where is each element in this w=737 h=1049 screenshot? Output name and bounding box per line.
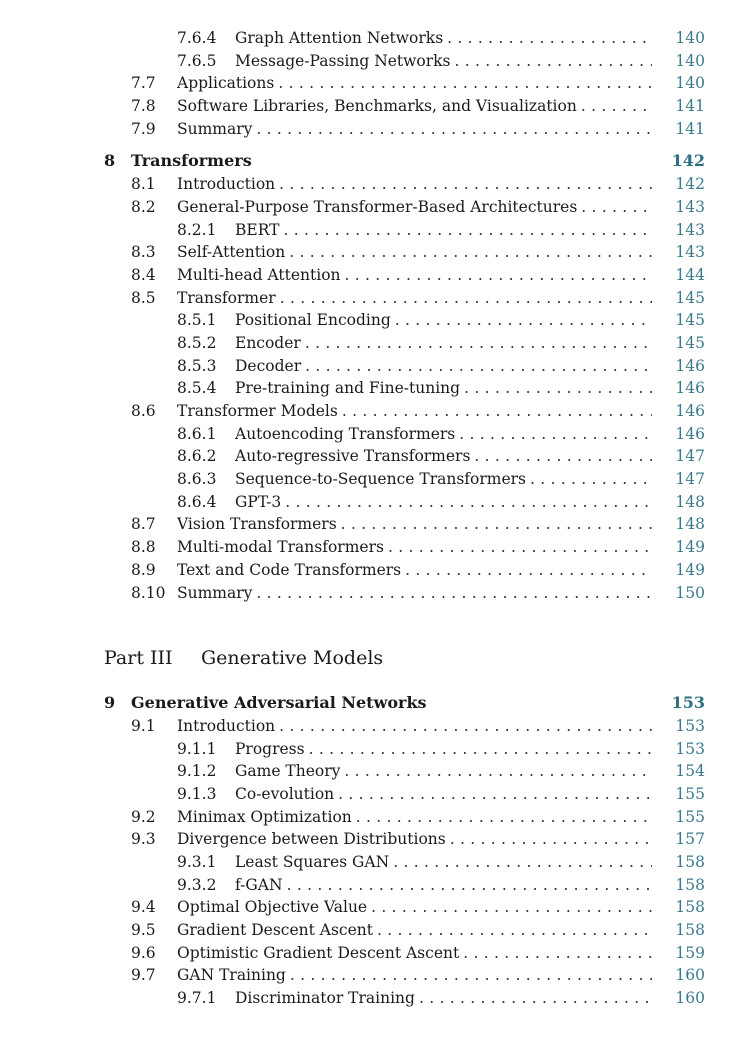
toc-entry[interactable]	[0, 423, 737, 446]
entry-title: Least Squares GAN	[235, 853, 390, 871]
entry-page-link[interactable]: 144	[675, 265, 705, 284]
entry-title: GAN Training	[177, 966, 286, 985]
entry-title-with-leader	[235, 219, 652, 242]
chapter-heading-8[interactable]	[0, 150, 737, 173]
entry-title-with-leader	[177, 196, 652, 219]
entry-number: 8.1	[131, 175, 156, 194]
entry-page-link[interactable]: 148	[675, 515, 705, 534]
dot-leader	[309, 738, 652, 761]
table-of-contents	[0, 27, 737, 1010]
entry-number: 9.4	[131, 898, 156, 917]
entry-number: 8.6.4	[177, 492, 217, 511]
entry-number: 7.6.5	[177, 51, 217, 70]
entry-title: Co-evolution	[235, 784, 335, 803]
entry-number: 8.6.3	[177, 470, 217, 489]
entry-number: 8.10	[131, 583, 166, 602]
entry-title: Sequence-to-Sequence Transformers	[235, 470, 527, 489]
toc-entry[interactable]	[0, 400, 737, 423]
entry-page-link[interactable]: 142	[675, 175, 705, 194]
entry-title: Optimal Objective Value	[177, 898, 368, 917]
entry-page-link[interactable]: 140	[675, 74, 705, 93]
entry-page-link[interactable]: 153	[675, 739, 705, 758]
toc-entry[interactable]	[0, 264, 737, 287]
entry-title: Transformer	[177, 288, 276, 307]
entry-page-link[interactable]: 154	[675, 762, 705, 781]
entry-number: 8.6.2	[177, 447, 217, 466]
toc-entry[interactable]	[0, 582, 737, 605]
dot-leader	[256, 118, 652, 141]
entry-title: Game Theory	[235, 762, 341, 781]
toc-entry[interactable]	[0, 287, 737, 310]
entry-page-link[interactable]: 145	[675, 311, 705, 330]
entry-page-link[interactable]: 158	[675, 898, 705, 917]
entry-page-link[interactable]: 146	[675, 356, 705, 375]
chapter-heading-9[interactable]	[0, 692, 737, 715]
entry-number: 8.3	[131, 243, 156, 262]
entry-title-with-leader	[235, 50, 652, 73]
dot-leader	[341, 513, 652, 536]
dot-leader	[455, 50, 652, 73]
toc-entry[interactable]	[0, 513, 737, 536]
toc-entry[interactable]	[0, 942, 737, 965]
entry-number: 9.1	[131, 716, 156, 735]
dot-leader	[345, 264, 652, 287]
toc-entry[interactable]	[0, 241, 737, 264]
toc-entry[interactable]	[0, 828, 737, 851]
entry-page-link[interactable]: 143	[675, 197, 705, 216]
toc-block-chapter8	[0, 173, 737, 604]
dot-leader	[278, 72, 652, 95]
entry-number: 8.6	[131, 402, 156, 420]
entry-title: Multi-head Attention	[177, 265, 341, 284]
entry-title-with-leader	[235, 355, 652, 378]
toc-entry[interactable]	[0, 874, 737, 897]
entry-title: Text and Code Transformers	[177, 560, 402, 579]
dot-leader	[279, 173, 652, 196]
entry-number: 9.7	[131, 966, 156, 985]
entry-title: Gradient Descent Ascent	[177, 921, 373, 940]
entry-title: Optimistic Gradient Descent Ascent	[177, 943, 460, 962]
entry-number: 8.2.1	[177, 220, 217, 239]
dot-leader	[280, 287, 652, 310]
entry-title: Multi-modal Transformers	[177, 538, 384, 557]
toc-entry[interactable]	[0, 491, 737, 514]
entry-title-with-leader	[235, 738, 652, 761]
entry-page-link[interactable]: 145	[675, 288, 705, 307]
entry-number: 8.5.1	[177, 311, 217, 330]
dot-leader	[393, 851, 652, 874]
entry-page-link[interactable]: 149	[675, 560, 705, 579]
chapter-title: Transformers	[131, 151, 252, 171]
entry-title-with-leader	[235, 468, 652, 491]
entry-title: Pre-training and Fine-tuning	[235, 379, 461, 398]
entry-title-with-leader	[177, 919, 652, 942]
entry-title: Message-Passing Networks	[235, 51, 451, 70]
entry-title-with-leader	[235, 309, 652, 332]
entry-number: 8.4	[131, 265, 156, 284]
entry-title-with-leader	[177, 264, 652, 287]
entry-title-with-leader	[235, 851, 652, 874]
dot-leader	[459, 423, 652, 446]
toc-entry[interactable]	[0, 715, 737, 738]
part-title: Generative Models	[201, 647, 384, 670]
dot-leader	[289, 241, 652, 264]
dot-leader	[305, 355, 652, 378]
entry-title-with-leader	[235, 423, 652, 446]
entry-page-link[interactable]: 158	[675, 921, 705, 940]
entry-number: 7.6.4	[177, 29, 217, 47]
chapter-number: 8	[104, 151, 116, 171]
entry-page-link[interactable]: 141	[675, 97, 705, 116]
entry-number: 9.1.1	[177, 739, 217, 758]
entry-page-link[interactable]: 140	[675, 51, 705, 70]
toc-entry[interactable]	[0, 468, 737, 491]
entry-number: 9.3.1	[177, 853, 217, 871]
dot-leader	[283, 219, 652, 242]
toc-entry[interactable]	[0, 851, 737, 874]
entry-title: Summary	[177, 583, 253, 602]
dot-leader	[530, 468, 652, 491]
dot-leader	[395, 309, 652, 332]
dot-leader	[419, 987, 652, 1010]
entry-number: 9.1.2	[177, 762, 217, 781]
dot-leader	[285, 491, 652, 514]
dot-leader	[287, 874, 652, 897]
toc-entry[interactable]	[0, 783, 737, 806]
toc-entry[interactable]	[0, 760, 737, 783]
chapter-number: 9	[104, 693, 116, 713]
entry-title-with-leader	[177, 964, 652, 987]
toc-entry[interactable]	[0, 445, 737, 468]
entry-page-link[interactable]: 146	[675, 424, 705, 443]
dot-leader	[405, 559, 652, 582]
entry-title: Progress	[235, 739, 305, 758]
entry-title: Divergence between Distributions	[177, 830, 446, 849]
dot-leader	[447, 27, 652, 50]
entry-page-link[interactable]: 153	[675, 716, 705, 735]
entry-title: GPT-3	[235, 492, 282, 511]
entry-title-with-leader	[235, 377, 652, 400]
toc-entry[interactable]	[0, 332, 737, 355]
entry-title-with-leader	[177, 715, 652, 738]
dot-leader	[450, 828, 652, 851]
toc-entry[interactable]	[0, 919, 737, 942]
entry-number: 8.5.4	[177, 379, 217, 398]
dot-leader	[464, 377, 652, 400]
entry-page-link[interactable]: 146	[675, 379, 705, 398]
entry-page-link[interactable]: 147	[675, 470, 705, 489]
entry-title: Positional Encoding	[235, 311, 391, 330]
entry-number: 9.3	[131, 830, 156, 849]
toc-entry[interactable]	[0, 536, 737, 559]
entry-title-with-leader	[177, 118, 652, 141]
entry-title: Auto-regressive Transformers	[235, 447, 471, 466]
entry-title-with-leader	[177, 72, 652, 95]
entry-title-with-leader	[177, 942, 652, 965]
entry-page-link[interactable]: 140	[675, 29, 705, 47]
entry-title-with-leader	[177, 828, 652, 851]
entry-title-with-leader	[235, 332, 652, 355]
toc-entry[interactable]	[0, 173, 737, 196]
toc-entry[interactable]	[0, 355, 737, 378]
dot-leader	[338, 783, 652, 806]
entry-number: 8.7	[131, 515, 156, 534]
dot-leader	[356, 806, 652, 829]
entry-title: Introduction	[177, 175, 276, 194]
dot-leader	[463, 942, 652, 965]
entry-page-link[interactable]: 155	[675, 784, 705, 803]
dot-leader	[305, 332, 652, 355]
toc-entry[interactable]	[0, 72, 737, 95]
dot-leader	[290, 964, 652, 987]
toc-block-chapter9	[0, 715, 737, 1010]
entry-title-with-leader	[177, 173, 652, 196]
entry-page-link[interactable]: 149	[675, 538, 705, 557]
entry-number: 8.5.2	[177, 333, 217, 352]
entry-title: Vision Transformers	[177, 515, 337, 534]
entry-number: 7.9	[131, 119, 156, 138]
entry-number: 9.7.1	[177, 989, 217, 1008]
dot-leader	[279, 715, 652, 738]
toc-entry[interactable]	[0, 309, 737, 332]
entry-title: BERT	[235, 220, 280, 239]
chapter-page-link[interactable]: 153	[671, 693, 705, 713]
entry-number: 9.1.3	[177, 784, 217, 803]
entry-number: 8.9	[131, 560, 156, 579]
entry-number: 7.7	[131, 74, 156, 93]
dot-leader	[388, 536, 652, 559]
entry-title: Autoencoding Transformers	[235, 424, 456, 443]
entry-title-with-leader	[177, 559, 652, 582]
entry-page-link[interactable]: 158	[675, 853, 705, 871]
entry-page-link[interactable]: 160	[675, 966, 705, 985]
dot-leader	[256, 582, 652, 605]
entry-title: Graph Attention Networks	[235, 29, 444, 47]
entry-page-link[interactable]: 159	[675, 943, 705, 962]
dot-leader	[474, 445, 652, 468]
entry-page-link[interactable]: 157	[675, 830, 705, 849]
entry-page-link[interactable]: 147	[675, 447, 705, 466]
dot-leader	[371, 896, 652, 919]
entry-title: Encoder	[235, 333, 301, 352]
entry-title: f-GAN	[235, 875, 283, 894]
entry-page-link[interactable]: 148	[675, 492, 705, 511]
entry-title-with-leader	[235, 760, 652, 783]
entry-page-link[interactable]: 146	[675, 402, 705, 420]
dot-leader	[581, 95, 652, 118]
entry-title: Discriminator Training	[235, 989, 415, 1008]
entry-page-link[interactable]: 158	[675, 875, 705, 894]
entry-title-with-leader	[235, 874, 652, 897]
entry-number: 9.5	[131, 921, 156, 940]
toc-entry[interactable]	[0, 118, 737, 141]
entry-number: 9.6	[131, 943, 156, 962]
entry-number: 8.2	[131, 197, 156, 216]
dot-leader	[342, 400, 652, 423]
entry-title-with-leader	[177, 95, 652, 118]
entry-title-with-leader	[177, 513, 652, 536]
entry-title-with-leader	[235, 783, 652, 806]
toc-entry[interactable]	[0, 219, 737, 242]
toc-entry[interactable]	[0, 738, 737, 761]
toc-block-chapter7-tail	[0, 27, 737, 140]
toc-entry[interactable]	[0, 896, 737, 919]
toc-entry[interactable]	[0, 964, 737, 987]
entry-title-with-leader	[235, 445, 652, 468]
entry-title-with-leader	[235, 491, 652, 514]
entry-title: Software Libraries, Benchmarks, and Visualization	[177, 97, 577, 116]
toc-entry[interactable]	[0, 377, 737, 400]
entry-title: Minimax Optimization	[177, 807, 352, 826]
entry-number: 9.2	[131, 807, 156, 826]
entry-number: 8.6.1	[177, 424, 217, 443]
part-label: Part III	[104, 647, 173, 670]
toc-entry[interactable]	[0, 196, 737, 219]
entry-title: Summary	[177, 119, 253, 138]
toc-entry[interactable]	[0, 987, 737, 1010]
entry-number: 8.8	[131, 538, 156, 557]
part-heading	[0, 634, 737, 682]
entry-title-with-leader	[235, 27, 652, 50]
entry-page-link[interactable]: 150	[675, 583, 705, 602]
dot-leader	[581, 196, 652, 219]
entry-number: 8.5	[131, 288, 156, 307]
chapter-title: Generative Adversarial Networks	[131, 693, 427, 713]
entry-title-with-leader	[177, 896, 652, 919]
toc-entry[interactable]	[0, 27, 737, 50]
toc-entry[interactable]	[0, 559, 737, 582]
entry-page-link[interactable]: 160	[675, 989, 705, 1008]
entry-title-with-leader	[177, 241, 652, 264]
dot-leader	[344, 760, 652, 783]
entry-title-with-leader	[177, 536, 652, 559]
toc-entry[interactable]	[0, 50, 737, 73]
chapter-page-link[interactable]: 142	[671, 151, 705, 171]
entry-page-link[interactable]: 145	[675, 333, 705, 352]
entry-page-link[interactable]: 155	[675, 807, 705, 826]
entry-number: 7.8	[131, 97, 156, 116]
toc-entry[interactable]	[0, 806, 737, 829]
entry-title: Transformer Models	[177, 402, 338, 420]
entry-number: 9.3.2	[177, 875, 217, 894]
entry-page-link[interactable]: 143	[675, 220, 705, 239]
entry-title: Applications	[177, 74, 275, 93]
entry-title: Self-Attention	[177, 243, 286, 262]
entry-title-with-leader	[177, 400, 652, 423]
entry-title-with-leader	[177, 287, 652, 310]
entry-title-with-leader	[177, 582, 652, 605]
entry-page-link[interactable]: 143	[675, 243, 705, 262]
entry-number: 8.5.3	[177, 356, 217, 375]
entry-title: General-Purpose Transformer-Based Architectures	[177, 197, 578, 216]
entry-title-with-leader	[177, 806, 652, 829]
dot-leader	[377, 919, 652, 942]
toc-entry[interactable]	[0, 95, 737, 118]
entry-title: Decoder	[235, 356, 302, 375]
entry-title: Introduction	[177, 716, 276, 735]
entry-title-with-leader	[235, 987, 652, 1010]
entry-page-link[interactable]: 141	[675, 119, 705, 138]
